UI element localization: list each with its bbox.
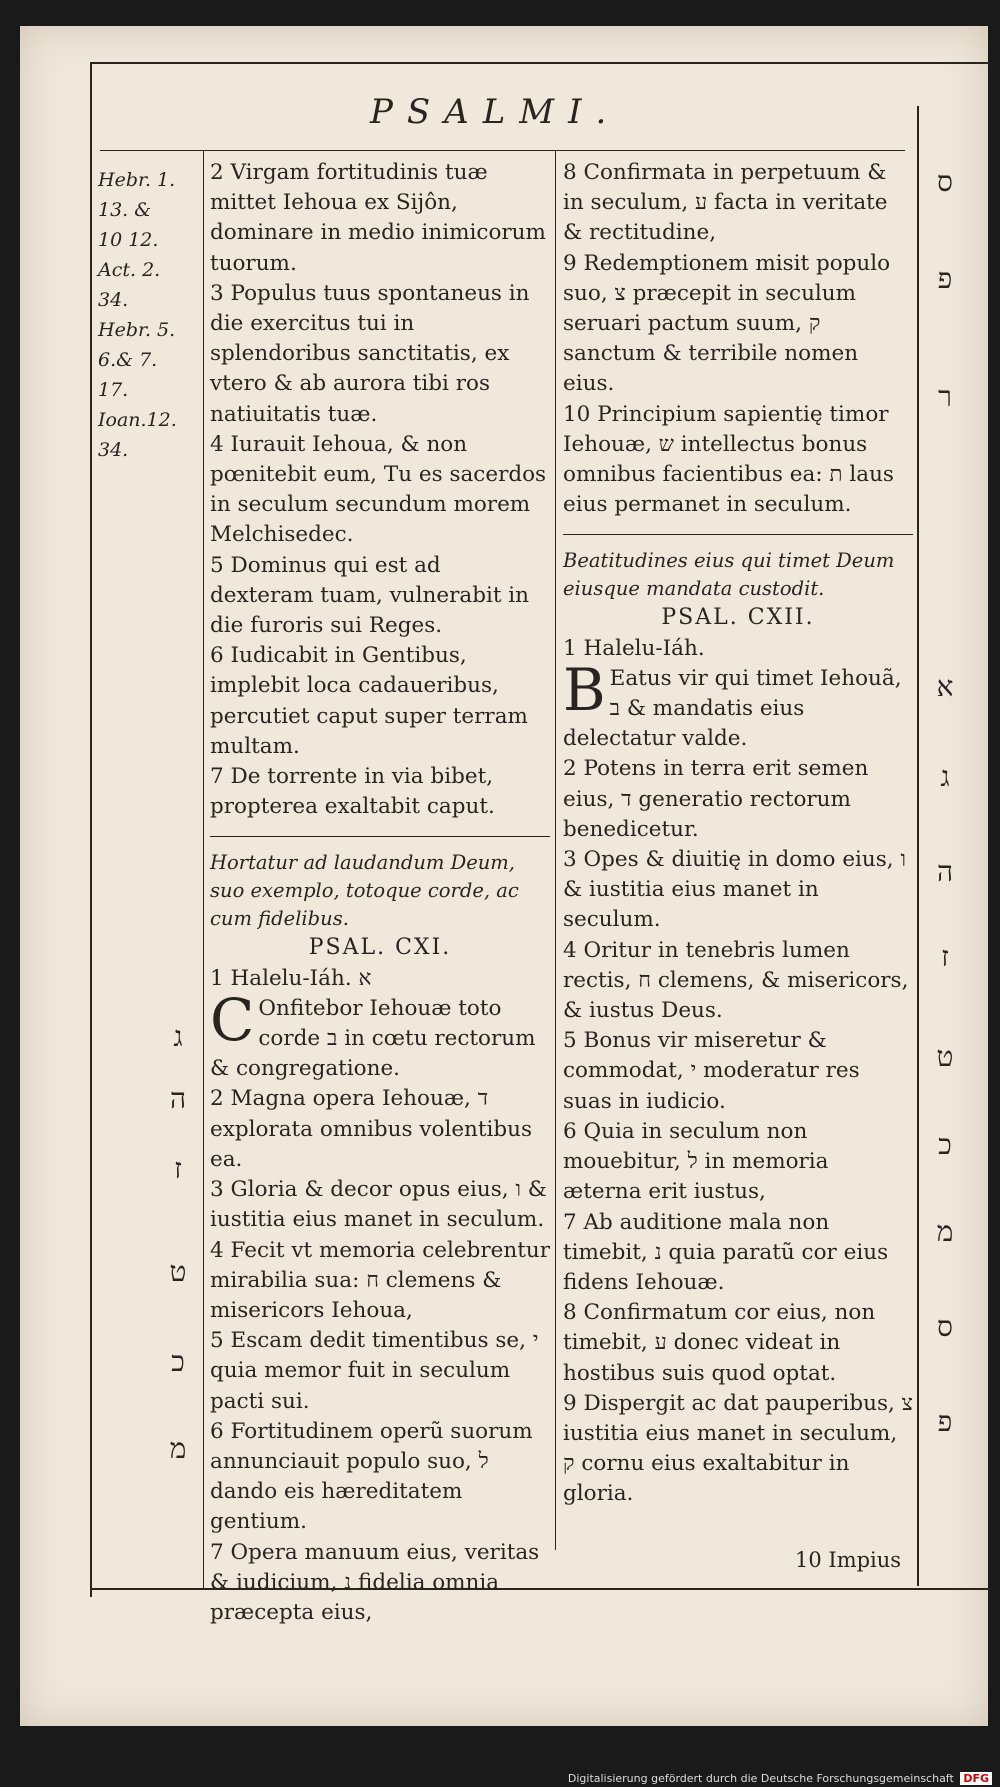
verse: 2 Virgam fortitudinis tuæ mittet Iehoua ex Sijôn, dominare in medio inimicorum tuorum. xyxy=(210,160,546,276)
verse: 4 Oritur in tenebris lumen rectis, ח clemens, & misericors, & iustus Deus. xyxy=(563,937,909,1024)
verse: 2 Potens in terra erit semen eius, ד generatio rectorum benedicetur. xyxy=(563,756,869,842)
opening-verse xyxy=(563,655,913,755)
margin-ref: 13. & xyxy=(98,199,152,221)
margin-ref: 34. xyxy=(98,289,129,311)
psalm-incipit: 1 Halelu-Iáh. א xyxy=(210,965,372,991)
hebrew-letter-kaf: כ xyxy=(938,1128,952,1161)
margin-references xyxy=(98,165,203,465)
header-rule xyxy=(100,150,905,151)
margin-ref: Act. 2. xyxy=(98,259,161,281)
verse: 10 Principium sapientię timor Iehouæ, ש intellectus bonus omnibus facientibus ea: ת laus eius permanet in seculum. xyxy=(563,401,894,518)
verse: 4 Fecit vt memoria celebrentur mirabilia sua: ח clemens & misericors Iehoua, xyxy=(210,1237,550,1323)
hebrew-letter-he: ה xyxy=(169,1082,187,1115)
hebrew-letter-tet: ט xyxy=(169,1255,187,1288)
psalm-argument: Hortatur ad laudandum Deum, suo exemplo, totoque corde, ac cum fidelibus. xyxy=(210,851,519,931)
verse: 8 Confirmata in perpetuum & in seculum, ע facta in veritate & rectitudine, xyxy=(563,160,888,246)
footer-text: Digitalisierung gefördert durch die Deutsche Forschungsgemeinschaft xyxy=(567,1772,954,1785)
frame-top-rule xyxy=(90,62,990,64)
verse: 5 Dominus qui est ad dexteram tuam, vulnerabit in die furoris sui Reges. xyxy=(210,552,530,639)
hebrew-letter-resh: ר xyxy=(938,380,952,413)
hebrew-letter-tet: ט xyxy=(936,1040,954,1073)
digitization-footer xyxy=(568,1772,992,1785)
psalm-argument: Beatitudines eius qui timet Deum eiusque mandata custodit. xyxy=(563,549,895,601)
drop-cap: C xyxy=(210,985,255,1054)
verse: 2 Magna opera Iehouæ, ד explorata omnibus volentibus ea. xyxy=(210,1086,533,1172)
verse: 5 Escam dedit timentibus se, י quia memor fuit in seculum pacti sui. xyxy=(210,1328,539,1414)
frame-right-rule xyxy=(917,106,919,1586)
section-rule xyxy=(210,836,550,837)
psalm-incipit: 1 Halelu-Iáh. xyxy=(563,635,705,661)
hebrew-letter-samekh: ס xyxy=(937,1310,953,1343)
verse: 3 Gloria & decor opus eius, ו & iustitia eius manet in seculum. xyxy=(210,1177,547,1233)
margin-ref: Hebr. 5. xyxy=(98,319,176,341)
margin-column-rule xyxy=(203,150,204,1590)
verse: 7 Opera manuum eius, veritas & iudicium, נ fidelia omnia præcepta eius, xyxy=(210,1539,540,1625)
hebrew-letter-zayin: ז xyxy=(941,940,949,973)
verse: 6 Iudicabit in Gentibus, implebit loca cadaueribus, percutiet caput super terram multam. xyxy=(210,643,528,759)
hebrew-letter-pe: פ xyxy=(937,1405,953,1438)
dfg-logo: DFG xyxy=(960,1772,992,1785)
hebrew-letter-mem: מ xyxy=(936,1215,954,1248)
catchword: 10 Impius xyxy=(795,1548,902,1572)
hebrew-letter-alef: א xyxy=(936,670,954,703)
margin-ref: 6.& 7. xyxy=(98,349,158,371)
hebrew-letter-pe: פ xyxy=(937,262,953,295)
verse: 3 Opes & diuitię in domo eius, ו & iustitia eius manet in seculum. xyxy=(563,847,906,933)
section-rule xyxy=(563,534,913,535)
running-head: PSALMI. xyxy=(370,92,621,132)
verse: 6 Fortitudinem operũ suorum annunciauit populo suo, ל dando eis hæreditatem gentium. xyxy=(210,1418,533,1535)
margin-ref: 34. xyxy=(98,439,129,461)
margin-ref: Hebr. 1. xyxy=(98,169,176,191)
psalm-title: PSAL. CXII. xyxy=(661,605,815,631)
psalm-title: PSAL. CXI. xyxy=(308,935,452,961)
margin-ref: 17. xyxy=(98,379,129,401)
hebrew-letter-kaf: כ xyxy=(171,1345,185,1378)
verse: 6 Quia in seculum non mouebitur, ל in memoria æterna erit iustus, xyxy=(563,1118,829,1205)
verse: 5 Bonus vir miseretur & commodat, י moderatur res suas in iudicio. xyxy=(563,1028,860,1114)
frame-left-rule xyxy=(90,62,92,1597)
verse: 9 Dispergit ac dat pauperibus, צ iustitia eius manet in seculum, ק cornu eius exaltabitur in gloria. xyxy=(563,1390,913,1507)
verse: 9 Redemptionem misit populo suo, צ præcepit in seculum seruari pactum suum, ק sanctum & terribile nomen eius. xyxy=(563,250,891,397)
opening-verse xyxy=(210,985,550,1085)
hebrew-letter-samekh: ס xyxy=(937,165,953,198)
margin-ref: 10 12. xyxy=(98,229,159,251)
hebrew-letter-mem: מ xyxy=(169,1432,187,1465)
verse: 3 Populus tuus spontaneus in die exercitus tui in splendoribus sanctitatis, ex vtero & ab aurora tibi ros natiuitatis tuæ. xyxy=(210,280,530,427)
margin-ref: Ioan.12. xyxy=(98,409,177,431)
verse: 4 Iurauit Iehoua, & non pœnitebit eum, Tu es sacerdos in seculum secundum morem Melchisedec. xyxy=(210,431,547,548)
opening-text: Eatus vir qui timet Iehouã, ב & mandatis eius delectatur valde. xyxy=(563,665,902,752)
text-column-left xyxy=(210,158,550,1628)
verse: 8 Confirmatum cor eius, non timebit, ע donec videat in hostibus suis quod optat. xyxy=(563,1300,876,1386)
verse: 7 Ab auditione mala non timebit, נ quia paratũ cor eius fidens Iehouæ. xyxy=(563,1209,889,1295)
hebrew-letter-zayin: ז xyxy=(174,1152,182,1185)
verse: 7 De torrente in via bibet, propterea exaltabit caput. xyxy=(210,764,495,820)
hebrew-letter-gimel: ג xyxy=(940,760,950,793)
text-column-right xyxy=(563,158,913,1510)
hebrew-letter-gimel: ג xyxy=(173,1020,183,1053)
opening-text: Onfitebor Iehouæ toto corde ב in cœtu rectorum & congregatione. xyxy=(210,995,536,1082)
drop-cap: B xyxy=(563,655,606,724)
hebrew-letter-he: ה xyxy=(936,855,954,888)
column-divider xyxy=(555,150,556,1550)
